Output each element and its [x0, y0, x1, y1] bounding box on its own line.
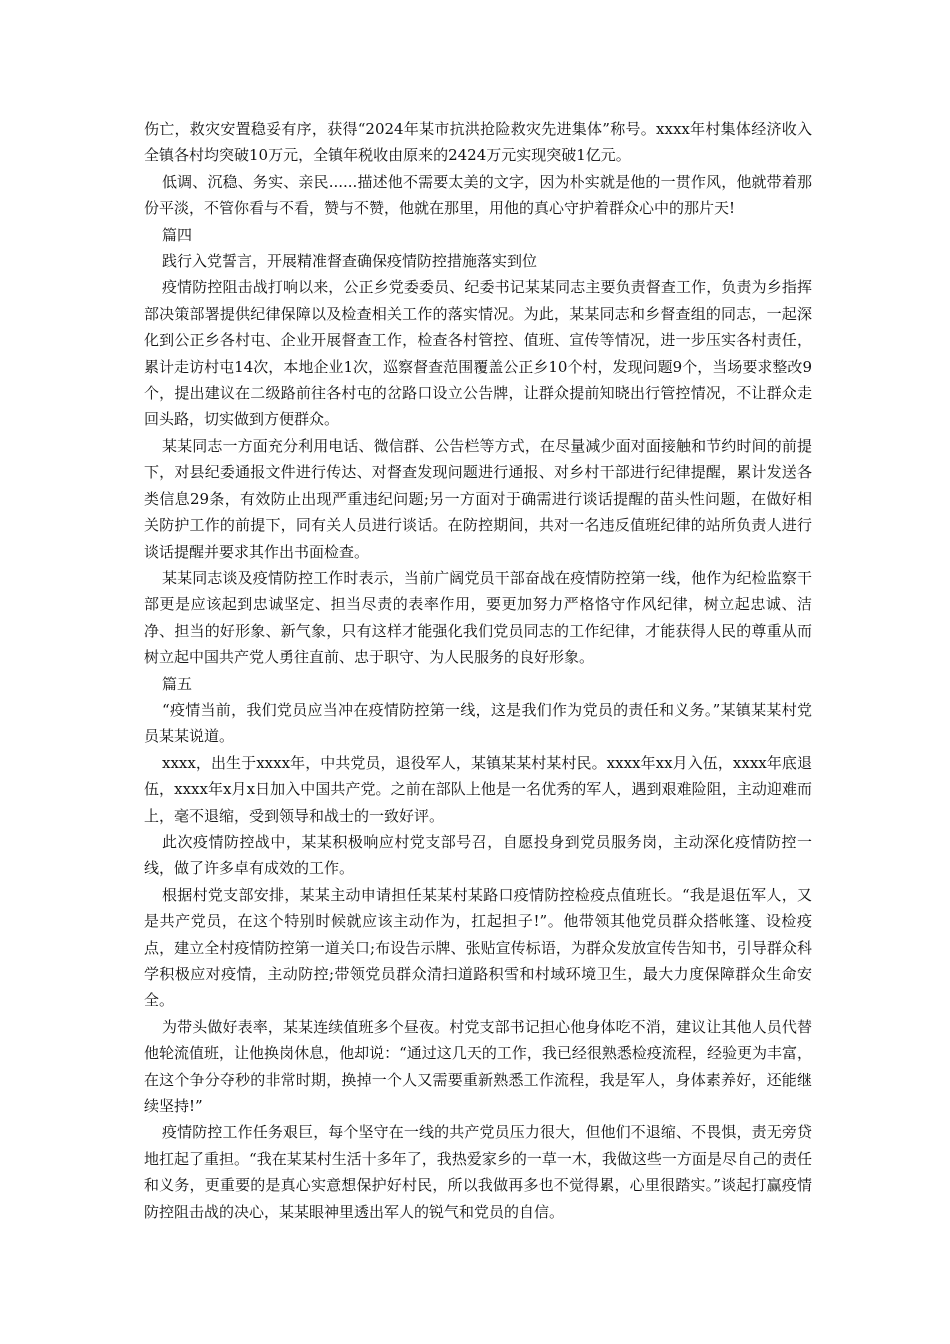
section-title-4: 践行入党誓言，开展精准督查确保疫情防控措施落实到位: [162, 252, 538, 271]
paragraph: xxxx，出生于xxxx年，中共党员，退役军人，某镇某某村某村民。xxxx年xx月入伍，xxxx年底退伍，xxxx年x月x日加入中国共产党。之前在部队上他是一名优秀的军人，遇到艰难险阻，主动迎难而上，毫不退缩，受到领导和战士的一致好评。: [144, 753, 812, 825]
section-heading-4: 篇四: [162, 225, 193, 244]
section-heading-5: 篇五: [162, 674, 193, 693]
paragraph: 此次疫情防控战中，某某积极响应村党支部号召，自愿投身到党员服务岗，主动深化疫情防控一线，做了许多卓有成效的工作。: [144, 832, 812, 878]
paragraph: “疫情当前，我们党员应当冲在疫情防控第一线，这是我们作为党员的责任和义务。”某镇某某村党员某某说道。: [144, 700, 812, 746]
paragraph: 根据村党支部安排，某某主动申请担任某某村某路口疫情防控检疫点值班长。“我是退伍军人，又是共产党员，在这个特别时候就应该主动作为，扛起担子!”。他带领其他党员群众搭帐篷、设检疫点，建立全村疫情防控第一道关口;布设告示牌、张贴宣传标语，为群众发放宣传告知书，引导群众科学积极应对疫情，主动防控;带领党员群众清扫道路积雪和村域环境卫生，最大力度保障群众生命安全。: [144, 885, 812, 1010]
paragraph: 为带头做好表率，某某连续值班多个昼夜。村党支部书记担心他身体吃不消，建议让其他人员代替他轮流值班，让他换岗休息，他却说：“通过这几天的工作，我已经很熟悉检疫流程，经验更为丰富，在这个争分夺秒的非常时期，换掉一个人又需要重新熟悉工作流程，我是军人，身体素养好，还能继续坚持!”: [144, 1017, 812, 1116]
paragraph: 疫情防控工作任务艰巨，每个坚守在一线的共产党员压力很大，但他们不退缩、不畏惧，责无旁贷地扛起了重担。“我在某某村生活十多年了，我热爱家乡的一草一木，我做这些一方面是尽自己的责任和义务，更重要的是真心实意想保护好村民，所以我做再多也不觉得累，心里很踏实。”谈起打赢疫情防控阻击战的决心，某某眼神里透出军人的锐气和党员的自信。: [144, 1123, 812, 1221]
document-body: [144, 116, 812, 1225]
paragraph: 某某同志一方面充分利用电话、微信群、公告栏等方式，在尽量减少面对面接触和节约时间的前提下，对县纪委通报文件进行传达、对督查发现问题进行通报、对乡村干部进行纪律提醒，累计发送各类信息29条，有效防止出现严重违纪问题;另一方面对于确需进行谈话提醒的苗头性问题，在做好相关防护工作的前提下，同有关人员进行谈话。在防控期间，共对一名违反值班纪律的站所负责人进行谈话提醒并要求其作出书面检查。: [144, 436, 812, 561]
paragraph: 低调、沉稳、务实、亲民......描述他不需要太美的文字，因为朴实就是他的一贯作风，他就带着那份平淡，不管你看与不看，赞与不赞，他就在那里，用他的真心守护着群众心中的那片天!: [144, 172, 812, 218]
paragraph-continuation: 伤亡，救灾安置稳妥有序，获得“2024年某市抗洪抢险救灾先进集体”称号。xxxx年村集体经济收入全镇各村均突破10万元，全镇年税收由原来的2424万元实现突破1亿元。: [144, 120, 812, 165]
paragraph: 疫情防控阻击战打响以来，公正乡党委委员、纪委书记某某同志主要负责督查工作，负责为乡指挥部决策部署提供纪律保障以及检查相关工作的落实情况。为此，某某同志和乡督查组的同志，一起深化到公正乡各村屯、企业开展督查工作，检查各村管控、值班、宣传等情况，进一步压实各村责任，累计走访村屯14次，本地企业1次，巡察督查范围覆盖公正乡10个村，发现问题9个，当场要求整改9个，提出建议在二级路前往各村屯的岔路口设立公告牌，让群众提前知晓出行管控情况，不让群众走回头路，切实做到方便群众。: [144, 278, 812, 429]
paragraph: 某某同志谈及疫情防控工作时表示，当前广阔党员干部奋战在疫情防控第一线，他作为纪检监察干部更是应该起到忠诚坚定、担当尽责的表率作用，要更加努力严格恪守作风纪律，树立起忠诚、洁净、担当的好形象、新气象，只有这样才能强化我们党员同志的工作纪律，才能获得人民的尊重从而树立起中国共产党人勇往直前、忠于职守、为人民服务的良好形象。: [144, 568, 812, 667]
